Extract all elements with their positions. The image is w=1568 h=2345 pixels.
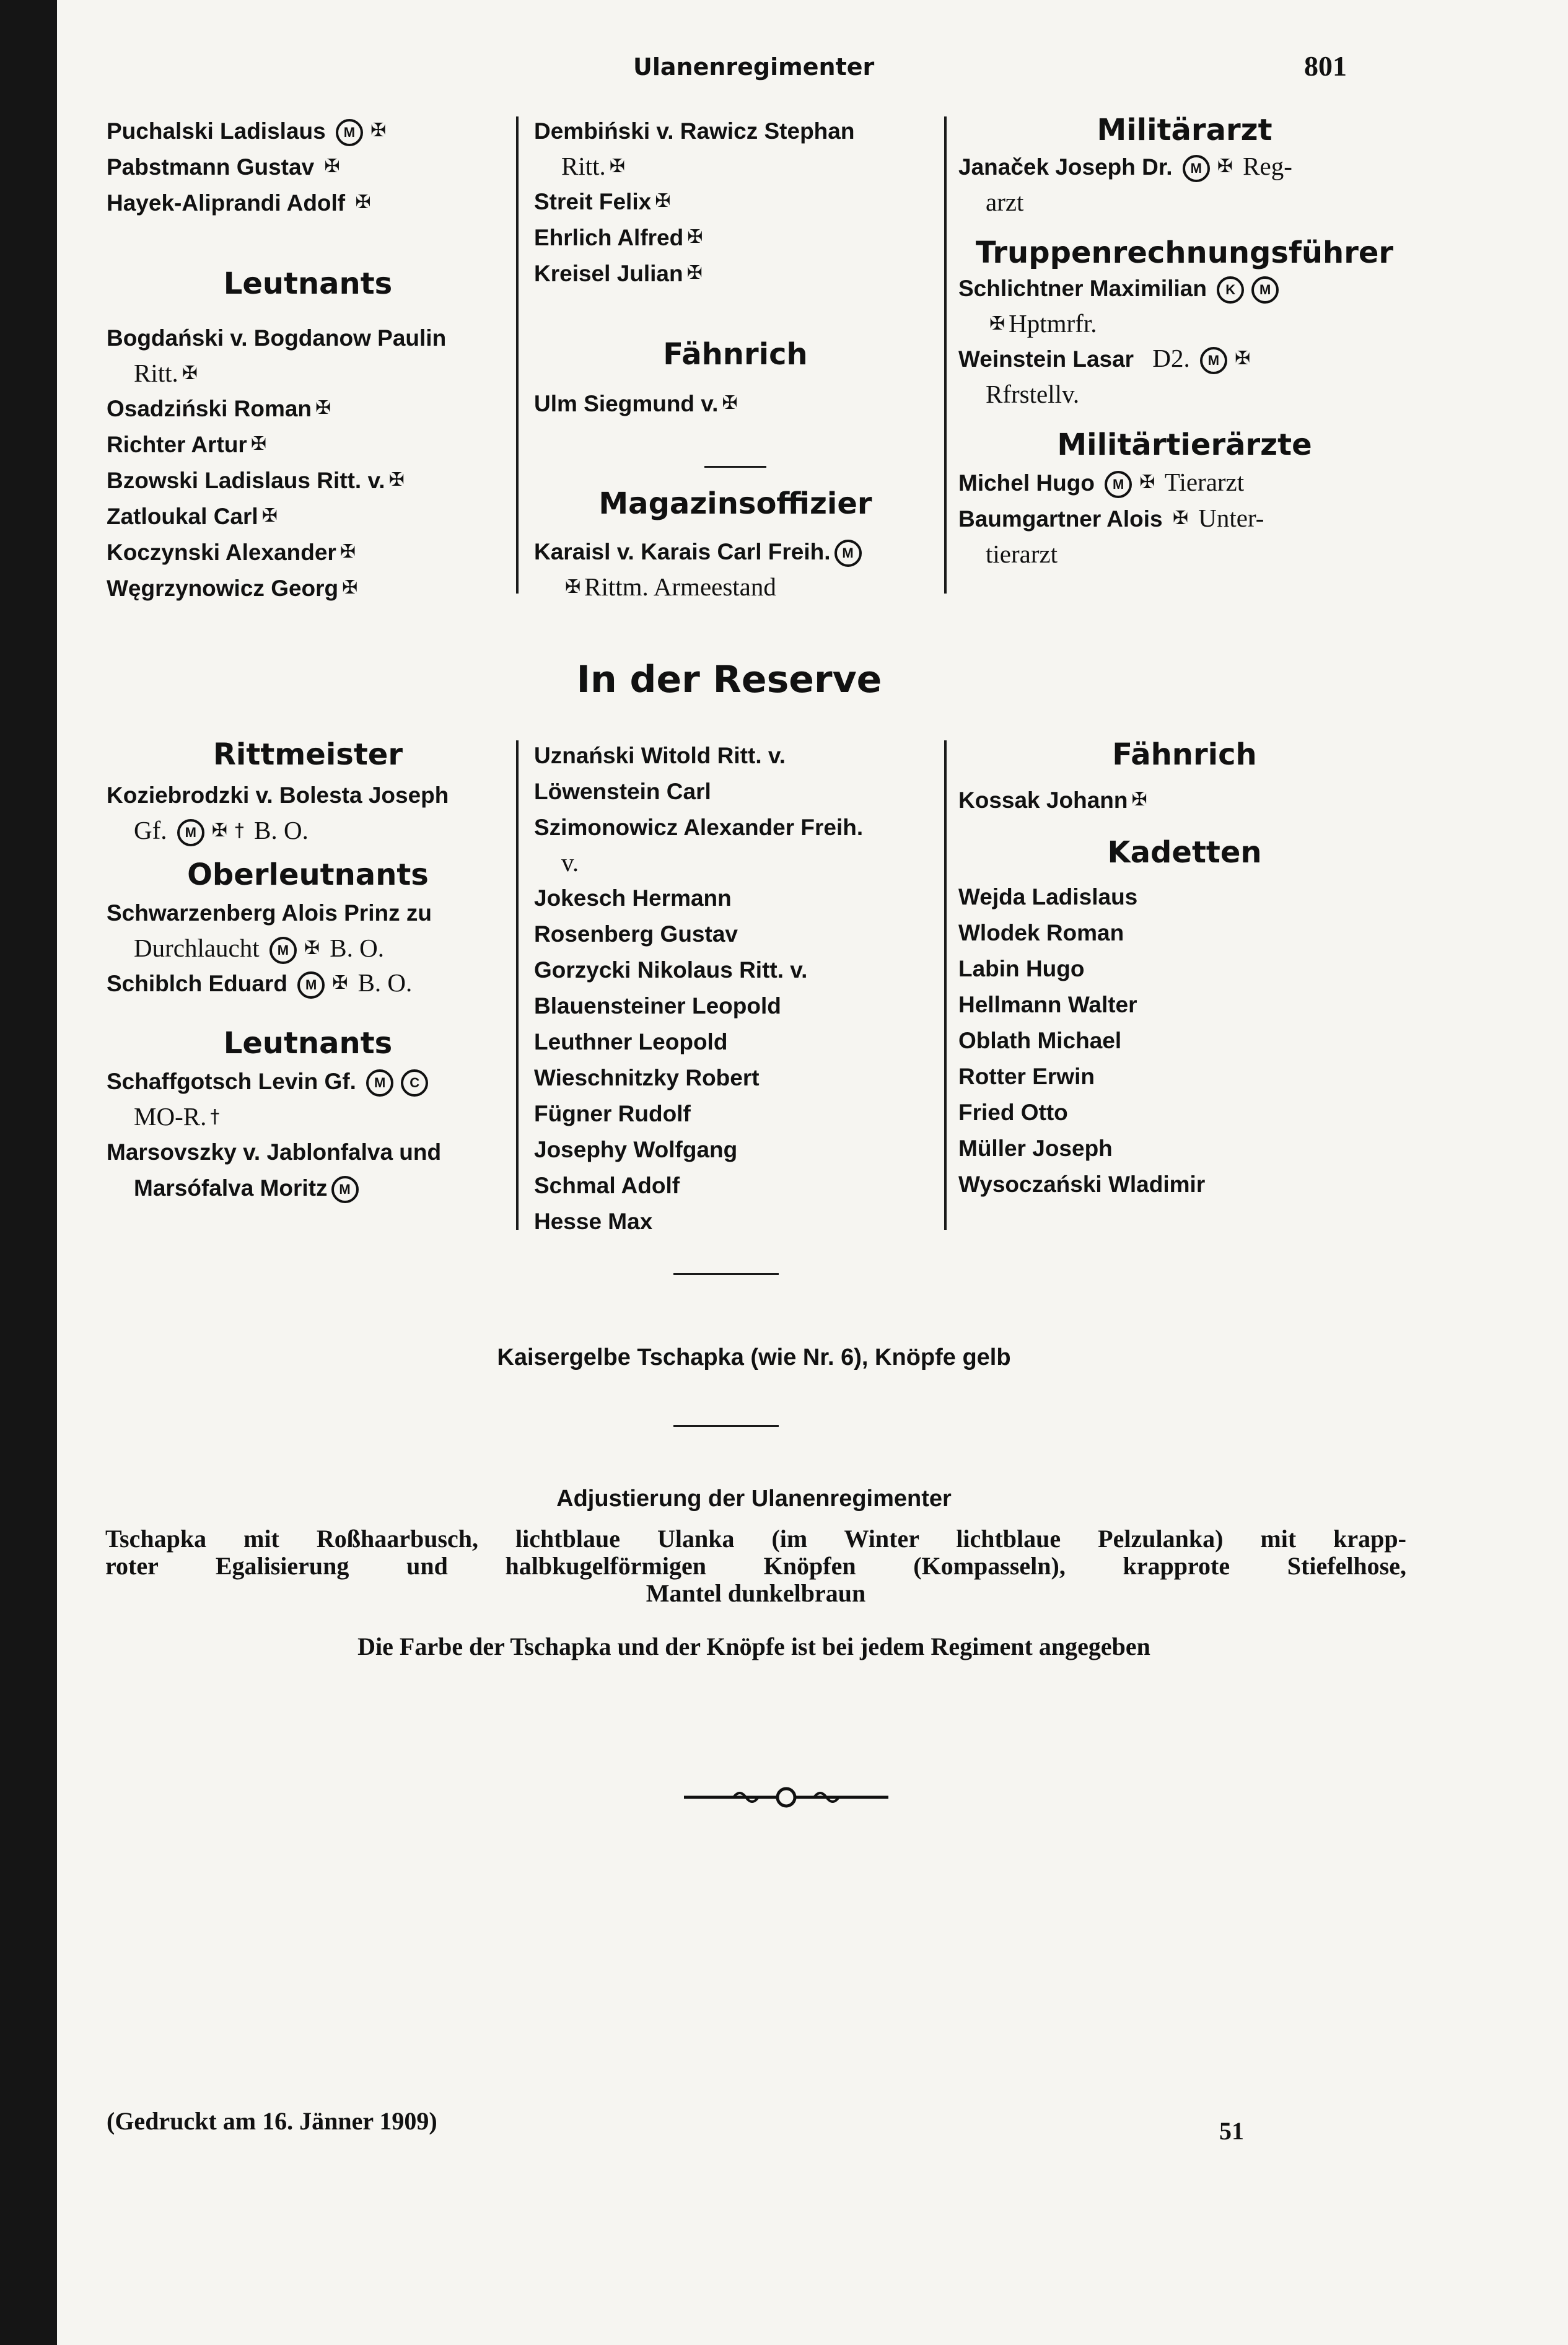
- officer-entry-cont: MO-R. †: [134, 1102, 220, 1131]
- cross-icon: ✠: [655, 190, 671, 212]
- heading-militartierarzte: Militärtierärzte: [1057, 427, 1312, 462]
- officer-entry: Josephy Wolfgang: [534, 1137, 738, 1162]
- officer-entry: Wejda Ladislaus: [958, 884, 1138, 910]
- officer-entry-cont: tierarzt: [986, 540, 1058, 568]
- adjustierung-title: Adjustierung der Ulanenregimenter: [556, 1486, 952, 1512]
- officer-entry: Schlichtner Maximilian K M: [958, 270, 1411, 306]
- officer-entry: Kreisel Julian ✠: [534, 261, 703, 286]
- adjustierung-line: Mantel dunkelbraun: [646, 1579, 866, 1607]
- officer-entry: Janaček Joseph Dr. M ✠ Reg-: [958, 149, 1411, 185]
- heading-truppenrechnungsfuhrer: Truppenrechnungsführer: [975, 235, 1394, 270]
- officer-entry-cont: Gf. M ✠ † B. O.: [107, 813, 509, 848]
- officer-entry: Hellmann Walter: [958, 992, 1137, 1017]
- officer-entry: Marsovszky v. Jablonfalva und: [107, 1139, 442, 1165]
- heading-fahnrich: Fähnrich: [663, 337, 808, 372]
- officer-entry: Rosenberg Gustav: [534, 921, 738, 947]
- officer-entry: Pabstmann Gustav ✠: [107, 154, 340, 180]
- officer-entry: Fügner Rudolf: [534, 1101, 691, 1126]
- cross-icon: ✠: [722, 392, 738, 414]
- tschapka-note: Kaisergelbe Tschapka (wie Nr. 6), Knöpfe gelb: [497, 1344, 1011, 1370]
- officer-entry: Richter Artur ✠: [107, 432, 266, 457]
- adjustierung-note: Die Farbe der Tschapka und der Knöpfe ist bei jedem Regiment angegeben: [357, 1633, 1150, 1660]
- column-rule-top-2: [944, 116, 947, 594]
- officer-entry: Wlodek Roman: [958, 920, 1124, 945]
- cross-icon: ✠: [250, 433, 266, 455]
- reserve-col1: [107, 737, 509, 1206]
- officer-entry: Węgrzynowicz Georg ✠: [107, 576, 358, 601]
- officer-entry: Leuthner Leopold: [534, 1029, 728, 1054]
- cross-icon: ✠: [182, 362, 198, 384]
- heading-fahnrich-reserve: Fähnrich: [1112, 737, 1257, 772]
- m-badge-icon: M: [331, 1176, 359, 1203]
- officer-entry-cont: Ritt. ✠: [134, 359, 198, 387]
- officer-entry-cont: v.: [561, 848, 579, 877]
- cross-icon: ✠: [1139, 471, 1155, 493]
- m-badge-icon: M: [269, 937, 297, 964]
- cross-icon: ✠: [355, 191, 371, 213]
- cross-icon: ✠: [1234, 348, 1251, 369]
- cross-icon: ✠: [686, 262, 703, 284]
- adjustierung-line: Tschapka mit Roßhaarbusch, lichtblaue Ulanka (im Winter lichtblaue Pelzulanka) mit krapp-: [105, 1525, 1406, 1553]
- ornament-center: [777, 1789, 795, 1806]
- section-title-reserve: In der Reserve: [576, 658, 882, 701]
- officer-entry: Jokesch Hermann: [534, 885, 732, 911]
- heading-kadetten: Kadetten: [1107, 835, 1262, 870]
- reserve-col3: [958, 737, 1411, 1202]
- officer-entry: Osadziński Roman ✠: [107, 396, 331, 421]
- heading-leutnants: Leutnants: [223, 266, 393, 301]
- c-badge-icon: C: [401, 1069, 428, 1097]
- cross-icon: ✠: [211, 820, 227, 841]
- officer-entry: Löwenstein Carl: [534, 779, 711, 804]
- printed-date: (Gedruckt am 16. Jänner 1909): [107, 2107, 437, 2135]
- cross-icon: ✠: [261, 505, 278, 527]
- adjustierung-line: roter Egalisierung und halbkugelförmigen Knöpfen (Kompasseln), krapprote Stiefelhose,: [105, 1552, 1406, 1580]
- officer-entry: Puchalski Ladislaus M ✠: [107, 113, 509, 149]
- heading-rittmeister: Rittmeister: [212, 737, 403, 772]
- officer-entry-cont: arzt: [986, 188, 1024, 216]
- cross-icon: ✠: [388, 469, 405, 491]
- officer-entry-cont: Ritt. ✠: [561, 152, 625, 180]
- column-rule-top-1: [516, 116, 519, 594]
- reserve-col2: [534, 737, 937, 1239]
- k-badge-icon: K: [1217, 276, 1244, 304]
- cross-icon: ✠: [324, 156, 340, 177]
- top-col2: [534, 113, 937, 604]
- officer-entry: Karaisl v. Karais Carl Freih. M: [534, 533, 937, 569]
- column-rule-reserve-1: [516, 740, 519, 1230]
- divider: [673, 1425, 779, 1427]
- m-badge-icon: M: [177, 819, 204, 846]
- cross-icon: ✠: [609, 156, 625, 177]
- ornament-divider: [684, 1783, 888, 1812]
- officer-entry-cont: Durchlaucht M ✠ B. O.: [107, 931, 509, 965]
- cross-icon: ✠: [339, 541, 356, 563]
- officer-entry: Rotter Erwin: [958, 1064, 1095, 1089]
- officer-entry: Schmal Adolf: [534, 1173, 680, 1198]
- page-number: 801: [1304, 50, 1347, 82]
- m-badge-icon: M: [1251, 276, 1279, 304]
- officer-entry: Schaffgotsch Levin Gf. M C: [107, 1063, 509, 1099]
- officer-entry: Uznański Witold Ritt. v.: [534, 743, 786, 768]
- officer-entry: Zatloukal Carl ✠: [107, 504, 278, 529]
- officer-entry: Baumgartner Alois ✠ Unter-: [958, 504, 1264, 532]
- officer-entry: Wysoczański Wladimir: [958, 1172, 1206, 1197]
- cross-icon: ✠: [332, 972, 348, 994]
- cross-icon: ✠: [370, 120, 387, 141]
- sheet-number: 51: [1219, 2117, 1244, 2145]
- m-badge-icon: M: [834, 540, 862, 567]
- heading-leutnants-reserve: Leutnants: [223, 1026, 393, 1061]
- officer-entry: Schwarzenberg Alois Prinz zu: [107, 900, 432, 926]
- officer-entry: Michel Hugo M ✠ Tierarzt: [958, 465, 1411, 501]
- officer-entry: Weinstein Lasar D2. M ✠: [958, 341, 1411, 377]
- document-page: [57, 0, 1568, 2345]
- officer-entry: Oblath Michael: [958, 1028, 1122, 1053]
- officer-entry: Ehrlich Alfred ✠: [534, 225, 703, 250]
- m-badge-icon: M: [366, 1069, 393, 1097]
- cross-icon: ✠: [1131, 789, 1147, 810]
- m-badge-icon: M: [1183, 155, 1210, 182]
- heading-magazinsoffizier: Magazinsoffizier: [598, 486, 872, 521]
- dagger-icon: †: [234, 820, 244, 841]
- officer-entry: Hesse Max: [534, 1209, 653, 1234]
- officer-entry: Blauensteiner Leopold: [534, 993, 781, 1019]
- m-badge-icon: M: [1200, 347, 1227, 374]
- heading-oberleutnants: Oberleutnants: [187, 857, 429, 892]
- cross-icon: ✠: [1217, 156, 1233, 177]
- officer-entry: Szimonowicz Alexander Freih.: [534, 815, 864, 840]
- dagger-icon: †: [210, 1106, 220, 1128]
- officer-entry-cont: Marsófalva Moritz M: [107, 1170, 509, 1206]
- officer-entry-cont: ✠ Hptmrfr.: [989, 309, 1097, 338]
- officer-entry: Labin Hugo: [958, 956, 1085, 981]
- officer-entry: Bzowski Ladislaus Ritt. v. ✠: [107, 468, 405, 493]
- officer-entry-cont: Rfrstellv.: [986, 380, 1080, 408]
- officer-entry: Schiblch Eduard M ✠ B. O.: [107, 965, 509, 1001]
- officer-entry: Streit Felix ✠: [534, 189, 671, 214]
- officer-entry: Fried Otto: [958, 1100, 1068, 1125]
- short-divider: [704, 466, 766, 468]
- adjustierung-text: [105, 1523, 1406, 1610]
- m-badge-icon: M: [297, 971, 325, 999]
- cross-icon: ✠: [304, 937, 320, 959]
- cross-icon: ✠: [687, 226, 703, 248]
- cross-icon: ✠: [315, 397, 331, 419]
- officer-entry: Bogdański v. Bogdanow Paulin: [107, 325, 447, 351]
- officer-entry: Ulm Siegmund v. ✠: [534, 391, 738, 416]
- officer-entry: Kossak Johann ✠: [958, 787, 1147, 813]
- m-badge-icon: M: [1105, 471, 1132, 498]
- top-col1: [107, 113, 509, 606]
- cross-icon: ✠: [565, 576, 581, 598]
- officer-entry: Koziebrodzki v. Bolesta Joseph: [107, 782, 449, 808]
- cross-icon: ✠: [342, 577, 358, 598]
- m-badge-icon: M: [336, 119, 363, 146]
- cross-icon: ✠: [989, 313, 1005, 335]
- officer-entry: Koczynski Alexander ✠: [107, 540, 356, 565]
- column-rule-reserve-2: [944, 740, 947, 1230]
- officer-entry-cont: ✠ Rittm. Armeestand: [565, 572, 776, 601]
- heading-militararzt: Militärarzt: [1097, 113, 1272, 147]
- officer-entry: Hayek-Aliprandi Adolf ✠: [107, 190, 371, 216]
- divider: [673, 1273, 779, 1275]
- officer-entry: Wieschnitzky Robert: [534, 1065, 760, 1090]
- top-col3: [958, 113, 1411, 571]
- officer-entry: Dembiński v. Rawicz Stephan: [534, 118, 855, 144]
- running-title: Ulanenregimenter: [633, 53, 875, 81]
- cross-icon: ✠: [1172, 507, 1189, 529]
- officer-entry: Gorzycki Nikolaus Ritt. v.: [534, 957, 808, 983]
- officer-entry: Müller Joseph: [958, 1136, 1113, 1161]
